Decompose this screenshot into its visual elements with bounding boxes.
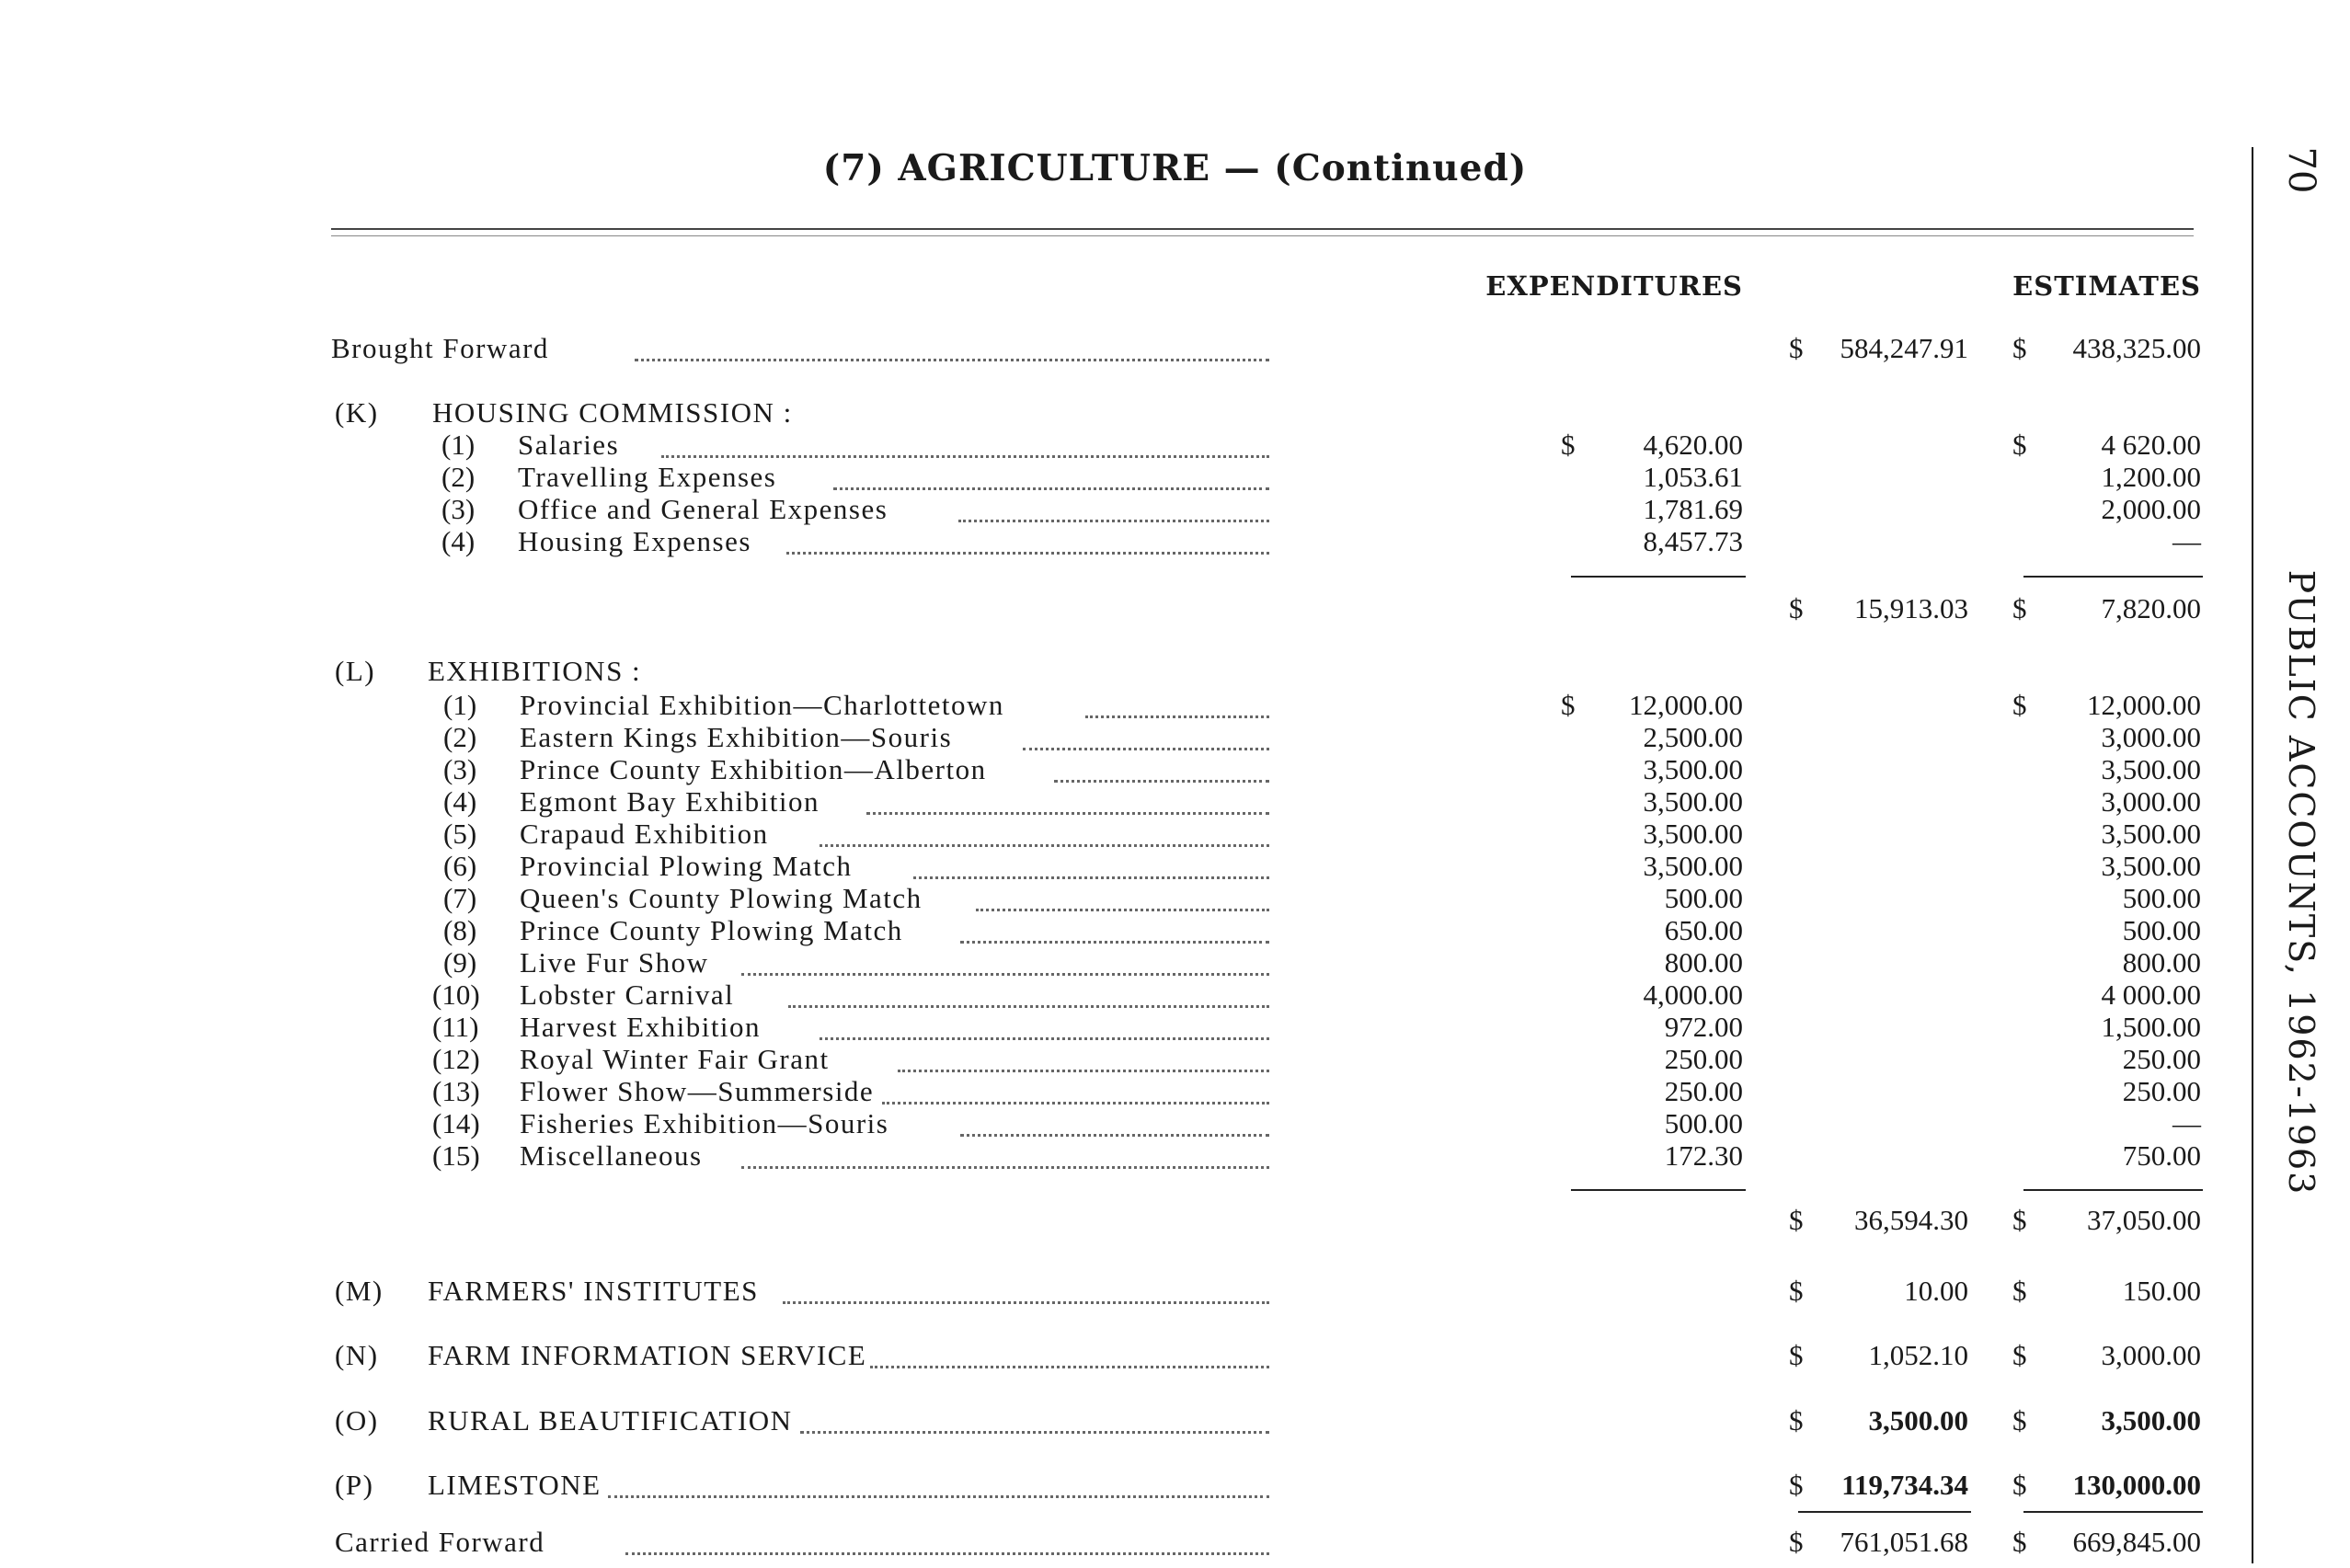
leader-dots xyxy=(741,969,1269,976)
item-expenditure: 3,500.00 xyxy=(1643,850,1743,882)
item-estimate: 12,000.00 xyxy=(2087,689,2201,721)
item-estimate: 4 000.00 xyxy=(2101,979,2201,1011)
item-expenditure: 8,457.73 xyxy=(1643,525,1743,557)
dollar-sign: $ xyxy=(2012,1339,2027,1371)
dollar-sign: $ xyxy=(1789,1469,1804,1501)
leader-dots xyxy=(866,808,1269,815)
section-line-m xyxy=(0,1276,2350,1307)
leader-dots xyxy=(786,548,1269,555)
line-item xyxy=(0,754,2350,785)
dollar-sign: $ xyxy=(2012,1275,2027,1307)
item-number: (2) xyxy=(441,461,476,493)
section-line-o xyxy=(0,1405,2350,1436)
item-expenditure: 12,000.00 xyxy=(1629,689,1743,721)
item-expenditure: 4,620.00 xyxy=(1643,429,1743,461)
line-item xyxy=(0,526,2350,557)
item-estimate: — xyxy=(2172,525,2201,557)
brought-forward-estimate: 438,325.00 xyxy=(2072,332,2201,364)
item-expenditure: 650.00 xyxy=(1664,914,1743,946)
item-estimate: — xyxy=(2172,1107,2201,1139)
item-label: Royal Winter Fair Grant xyxy=(520,1043,830,1075)
section-code: (P) xyxy=(335,1469,374,1501)
carried-forward-expenditure: 761,051.68 xyxy=(1840,1526,1968,1558)
carried-forward-label: Carried Forward xyxy=(335,1526,545,1558)
item-label: Egmont Bay Exhibition xyxy=(520,785,820,818)
page-number: 70 xyxy=(2280,146,2322,194)
line-item xyxy=(0,915,2350,946)
item-number: (1) xyxy=(443,689,477,721)
section-estimate: 3,500.00 xyxy=(2101,1404,2201,1436)
section-code: (O) xyxy=(335,1404,379,1436)
final-rule xyxy=(2023,1511,2203,1513)
leader-dots xyxy=(833,484,1269,490)
line-item xyxy=(0,429,2350,461)
section-title: FARMERS' INSTITUTES xyxy=(428,1275,759,1307)
item-expenditure: 500.00 xyxy=(1664,882,1743,914)
dollar-sign: $ xyxy=(2012,1526,2027,1558)
section-k-total xyxy=(0,593,2350,624)
dollar-sign: $ xyxy=(1789,1204,1804,1236)
item-number: (4) xyxy=(441,525,476,557)
item-expenditure: 4,000.00 xyxy=(1643,979,1743,1011)
dollar-sign: $ xyxy=(1789,1339,1804,1371)
item-estimate: 3,500.00 xyxy=(2101,818,2201,850)
item-expenditure: 800.00 xyxy=(1664,946,1743,979)
section-code: (M) xyxy=(335,1275,384,1307)
leader-dots xyxy=(913,873,1269,879)
line-item xyxy=(0,786,2350,818)
leader-dots xyxy=(820,1034,1269,1040)
line-item xyxy=(0,1108,2350,1139)
item-number: (3) xyxy=(443,753,477,785)
dollar-sign: $ xyxy=(2012,689,2027,721)
line-item xyxy=(0,462,2350,493)
section-title: EXHIBITIONS : xyxy=(428,655,642,687)
section-l-estimate-total: 37,050.00 xyxy=(2087,1204,2201,1236)
leader-dots xyxy=(958,516,1269,522)
item-label: Salaries xyxy=(518,429,620,461)
leader-dots xyxy=(635,355,1269,361)
item-estimate: 3,000.00 xyxy=(2101,721,2201,753)
line-item xyxy=(0,1076,2350,1107)
section-expenditure-total: 10.00 xyxy=(1904,1275,1968,1307)
item-expenditure: 3,500.00 xyxy=(1643,753,1743,785)
line-item xyxy=(0,947,2350,979)
section-estimate: 130,000.00 xyxy=(2072,1469,2201,1501)
dollar-sign: $ xyxy=(1789,1526,1804,1558)
line-item xyxy=(0,818,2350,850)
line-item xyxy=(0,1140,2350,1172)
section-code: (N) xyxy=(335,1339,379,1371)
item-estimate: 500.00 xyxy=(2122,882,2201,914)
section-line-n xyxy=(0,1340,2350,1371)
item-estimate: 4 620.00 xyxy=(2101,429,2201,461)
item-label: Eastern Kings Exhibition—Souris xyxy=(520,721,953,753)
section-title: HOUSING COMMISSION : xyxy=(432,396,793,429)
dollar-sign: $ xyxy=(2012,592,2027,624)
estimates-heading: ESTIMATES xyxy=(2012,270,2201,302)
item-estimate: 1,200.00 xyxy=(2101,461,2201,493)
item-estimate: 250.00 xyxy=(2122,1043,2201,1075)
dollar-sign: $ xyxy=(1561,429,1576,461)
section-expenditure-total: 119,734.34 xyxy=(1841,1469,1968,1501)
dollar-sign: $ xyxy=(2012,1469,2027,1501)
item-estimate: 2,000.00 xyxy=(2101,493,2201,525)
item-label: Lobster Carnival xyxy=(520,979,735,1011)
leader-dots xyxy=(960,1130,1269,1137)
leader-dots xyxy=(960,937,1269,944)
item-expenditure: 250.00 xyxy=(1664,1075,1743,1107)
section-title: LIMESTONE xyxy=(428,1469,602,1501)
item-number: (1) xyxy=(441,429,476,461)
section-expenditure-total: 3,500.00 xyxy=(1868,1404,1968,1436)
item-number: (11) xyxy=(432,1011,479,1043)
section-k-expenditure-total: 15,913.03 xyxy=(1854,592,1968,624)
item-number: (12) xyxy=(432,1043,480,1075)
subtotal-rule xyxy=(1571,1189,1746,1191)
expenditures-heading: EXPENDITURES xyxy=(1485,270,1743,302)
item-expenditure: 3,500.00 xyxy=(1643,818,1743,850)
item-label: Travelling Expenses xyxy=(518,461,777,493)
leader-dots xyxy=(800,1427,1269,1434)
section-line-p xyxy=(0,1470,2350,1501)
item-expenditure: 972.00 xyxy=(1664,1011,1743,1043)
item-estimate: 500.00 xyxy=(2122,914,2201,946)
item-number: (5) xyxy=(443,818,477,850)
dollar-sign: $ xyxy=(1789,592,1804,624)
line-item xyxy=(0,722,2350,753)
leader-dots xyxy=(1085,712,1269,718)
section-k-header xyxy=(0,397,2350,429)
item-number: (14) xyxy=(432,1107,480,1139)
item-number: (8) xyxy=(443,914,477,946)
running-title: PUBLIC ACCOUNTS, 1962-1963 xyxy=(2281,569,2321,1196)
item-label: Fisheries Exhibition—Souris xyxy=(520,1107,889,1139)
item-label: Queen's County Plowing Match xyxy=(520,882,923,914)
item-label: Office and General Expenses xyxy=(518,493,888,525)
item-number: (7) xyxy=(443,882,477,914)
item-label: Provincial Exhibition—Charlottetown xyxy=(520,689,1004,721)
dollar-sign: $ xyxy=(1789,1275,1804,1307)
line-item xyxy=(0,690,2350,721)
subtotal-rule xyxy=(2023,576,2203,578)
section-estimate: 150.00 xyxy=(2122,1275,2201,1307)
section-l-header xyxy=(0,656,2350,687)
item-estimate: 750.00 xyxy=(2122,1139,2201,1172)
brought-forward-label: Brought Forward xyxy=(331,332,549,364)
item-number: (15) xyxy=(432,1139,480,1172)
page-title: (7) AGRICULTURE — (Continued) xyxy=(822,147,1528,189)
section-l-total xyxy=(0,1205,2350,1236)
item-label: Flower Show—Summerside xyxy=(520,1075,875,1107)
item-label: Harvest Exhibition xyxy=(520,1011,762,1043)
item-label: Crapaud Exhibition xyxy=(520,818,769,850)
line-item xyxy=(0,883,2350,914)
item-estimate: 1,500.00 xyxy=(2101,1011,2201,1043)
item-estimate: 3,000.00 xyxy=(2101,785,2201,818)
leader-dots xyxy=(898,1066,1269,1072)
item-expenditure: 3,500.00 xyxy=(1643,785,1743,818)
item-label: Live Fur Show xyxy=(520,946,709,979)
leader-dots xyxy=(882,1098,1269,1104)
header-rule xyxy=(331,228,2194,230)
line-item xyxy=(0,1044,2350,1075)
line-item xyxy=(0,851,2350,882)
brought-forward-row xyxy=(0,333,2350,364)
section-l-expenditure-total: 36,594.30 xyxy=(1854,1204,1968,1236)
section-code: (L) xyxy=(335,655,376,687)
leader-dots xyxy=(1054,776,1269,783)
item-number: (4) xyxy=(443,785,477,818)
dollar-sign: $ xyxy=(1789,1404,1804,1436)
item-estimate: 3,500.00 xyxy=(2101,753,2201,785)
dollar-sign: $ xyxy=(2012,332,2027,364)
subtotal-rule xyxy=(2023,1189,2203,1191)
brought-forward-expenditure: 584,247.91 xyxy=(1840,332,1968,364)
final-rule xyxy=(1798,1511,1971,1513)
item-expenditure: 172.30 xyxy=(1664,1139,1743,1172)
header-rule-secondary xyxy=(331,235,2194,236)
section-title: RURAL BEAUTIFICATION xyxy=(428,1404,793,1436)
leader-dots xyxy=(783,1298,1269,1304)
carried-forward-row xyxy=(0,1527,2350,1558)
leader-dots xyxy=(820,841,1269,847)
section-title: FARM INFORMATION SERVICE xyxy=(428,1339,867,1371)
leader-dots xyxy=(661,452,1269,458)
item-label: Miscellaneous xyxy=(520,1139,703,1172)
leader-dots xyxy=(1023,744,1269,750)
section-k-estimate-total: 7,820.00 xyxy=(2101,592,2201,624)
subtotal-rule xyxy=(1571,576,1746,578)
item-expenditure: 1,053.61 xyxy=(1643,461,1743,493)
item-number: (2) xyxy=(443,721,477,753)
line-item xyxy=(0,1012,2350,1043)
carried-forward-estimate: 669,845.00 xyxy=(2072,1526,2201,1558)
item-estimate: 250.00 xyxy=(2122,1075,2201,1107)
item-number: (3) xyxy=(441,493,476,525)
item-expenditure: 500.00 xyxy=(1664,1107,1743,1139)
item-number: (6) xyxy=(443,850,477,882)
item-expenditure: 1,781.69 xyxy=(1643,493,1743,525)
item-label: Housing Expenses xyxy=(518,525,751,557)
section-expenditure-total: 1,052.10 xyxy=(1868,1339,1968,1371)
item-label: Provincial Plowing Match xyxy=(520,850,853,882)
leader-dots xyxy=(741,1162,1269,1169)
item-number: (10) xyxy=(432,979,480,1011)
item-number: (9) xyxy=(443,946,477,979)
line-item xyxy=(0,979,2350,1011)
item-expenditure: 250.00 xyxy=(1664,1043,1743,1075)
dollar-sign: $ xyxy=(2012,1404,2027,1436)
item-number: (13) xyxy=(432,1075,480,1107)
section-estimate: 3,000.00 xyxy=(2101,1339,2201,1371)
dollar-sign: $ xyxy=(2012,429,2027,461)
leader-dots xyxy=(608,1492,1269,1498)
dollar-sign: $ xyxy=(2012,1204,2027,1236)
leader-dots xyxy=(625,1549,1269,1555)
section-code: (K) xyxy=(335,396,379,429)
leader-dots xyxy=(976,905,1269,911)
item-label: Prince County Exhibition—Alberton xyxy=(520,753,987,785)
item-estimate: 3,500.00 xyxy=(2101,850,2201,882)
item-estimate: 800.00 xyxy=(2122,946,2201,979)
item-expenditure: 2,500.00 xyxy=(1643,721,1743,753)
line-item xyxy=(0,494,2350,525)
leader-dots xyxy=(788,1001,1269,1008)
leader-dots xyxy=(870,1362,1269,1368)
item-label: Prince County Plowing Match xyxy=(520,914,903,946)
dollar-sign: $ xyxy=(1789,332,1804,364)
dollar-sign: $ xyxy=(1561,689,1576,721)
